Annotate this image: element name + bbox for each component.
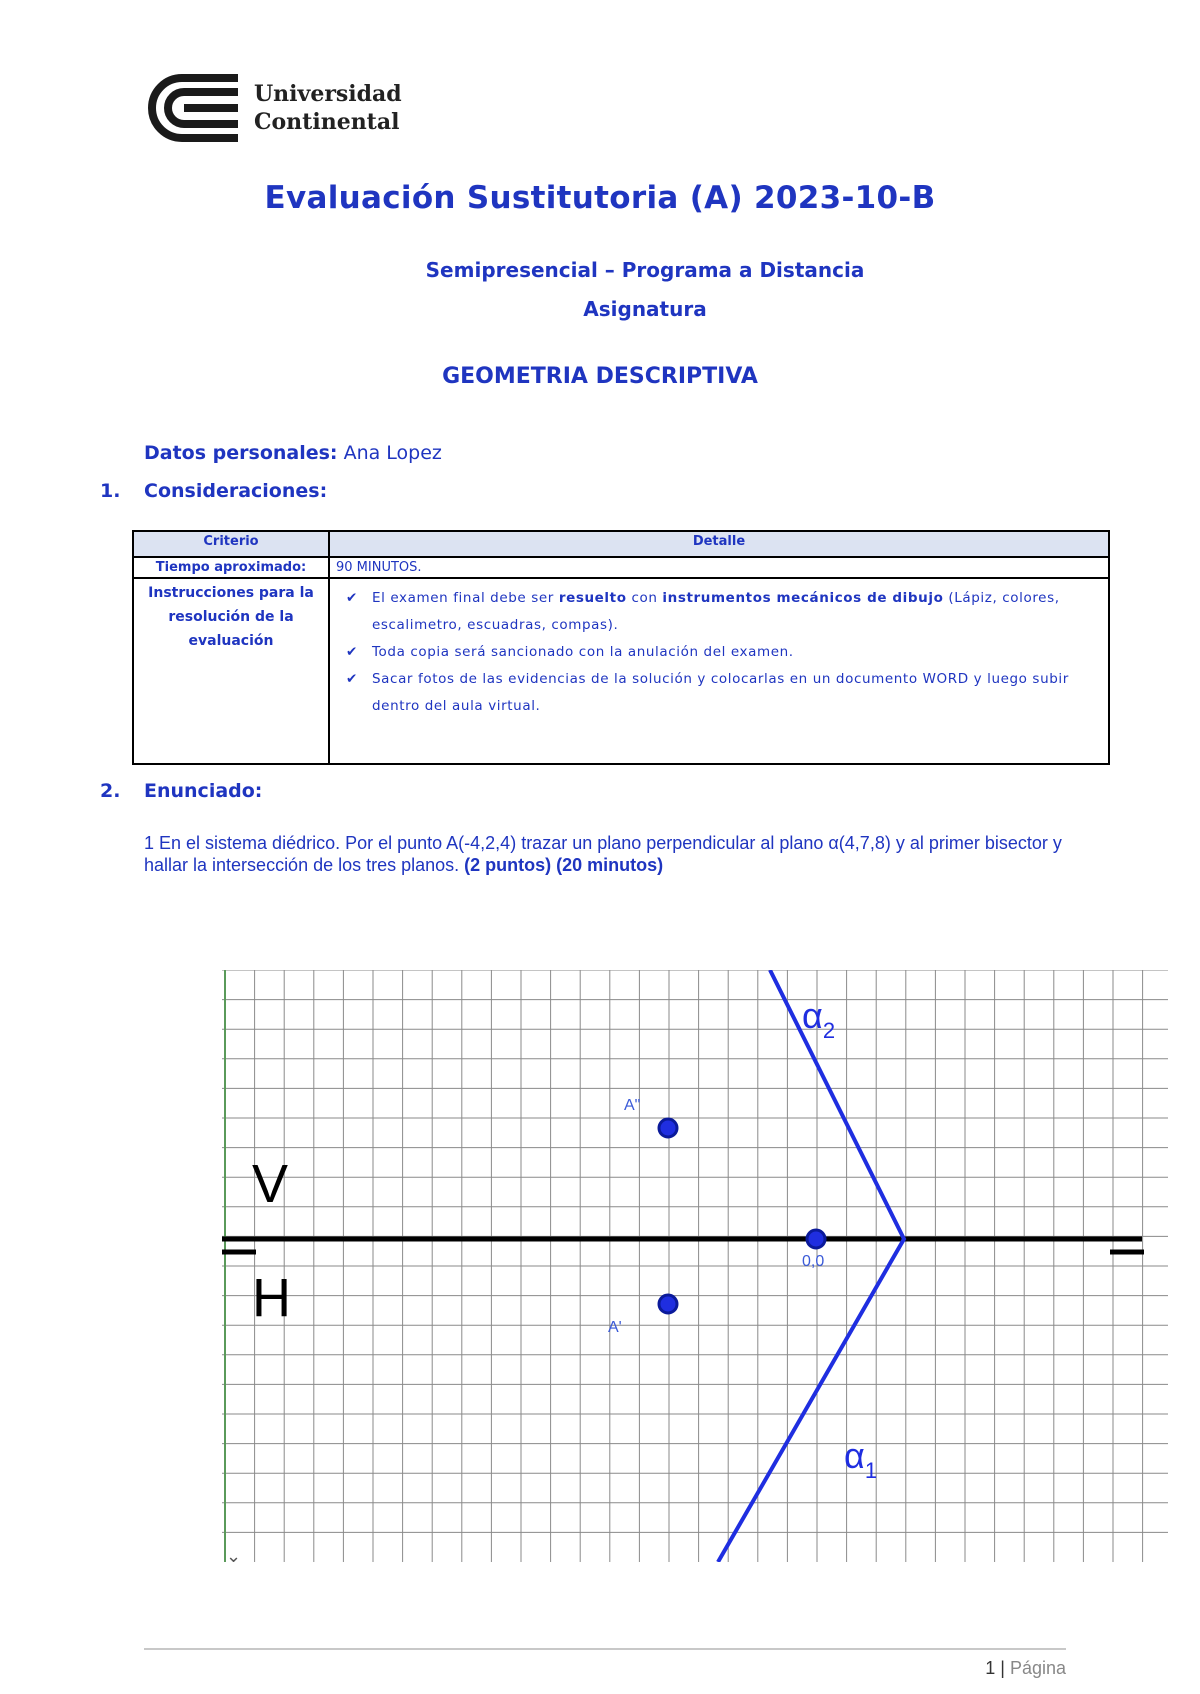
instruction-text: Sacar fotos de las evidencias de la solución y colocarlas en un documento WORD y luego subir dentro del aula virtual.: [372, 671, 1069, 714]
corner-mark: ⌄: [226, 1546, 242, 1562]
university-name-line1: Universidad: [254, 81, 402, 107]
instruction-text: Toda copia será sancionado con la anulación del examen.: [372, 644, 794, 660]
university-name: [254, 80, 402, 136]
instruction-text: (Lápiz, colores, escalimetro, escuadras, compas).: [372, 590, 1060, 633]
alpha-subscript: 2: [822, 1018, 836, 1043]
exam-modality: Semipresencial – Programa a Distancia: [425, 258, 865, 282]
instruction-emphasis: instrumentos mecánicos de dibujo: [662, 590, 944, 606]
dihedral-svg: [222, 970, 1168, 1562]
problem-score: (2 puntos) (20 minutos): [464, 855, 664, 875]
page-label: Página: [1009, 1658, 1066, 1678]
section-number: 2.: [100, 780, 121, 802]
label-a-prime: A': [608, 1319, 622, 1336]
subject-label: Asignatura: [583, 297, 707, 321]
footer-divider: [144, 1648, 1066, 1650]
alpha-subscript: 1: [864, 1458, 878, 1483]
checkmark-icon: ✔: [346, 644, 358, 660]
page-number: 1: [985, 1658, 996, 1678]
alpha-symbol: α: [802, 995, 823, 1036]
section-title: Enunciado:: [144, 780, 263, 802]
table-header-criterion: Criterio: [133, 531, 329, 557]
instruction-list: [336, 585, 1102, 720]
page-footer: [985, 1658, 1066, 1679]
criterion-time: Tiempo aproximado:: [133, 557, 329, 578]
checkmark-icon: ✔: [346, 671, 358, 687]
footer-separator: |: [1000, 1658, 1005, 1678]
label-alpha1: [844, 1435, 877, 1483]
detail-instructions: [329, 578, 1109, 764]
course-name: GEOMETRIA DESCRIPTIVA: [442, 364, 758, 389]
personal-data-label: Datos personales:: [144, 442, 338, 464]
instruction-text: con: [626, 590, 663, 606]
student-name: Ana Lopez: [343, 442, 442, 464]
label-alpha2: [802, 995, 835, 1043]
detail-time: 90 MINUTOS.: [329, 557, 1109, 578]
exam-title: Evaluación Sustitutoria (A) 2023-10-B: [264, 180, 936, 216]
table-row: [133, 578, 1109, 764]
list-item: [346, 639, 1102, 666]
alpha-symbol: α: [844, 1435, 865, 1476]
problem-statement: [144, 832, 1084, 876]
problem-text: 1 En el sistema diédrico. Por el punto A(-4,2,4) trazar un plano perpendicular al plano α(4,7,8) y al primer bisector y hallar la intersección de los tres planos.: [144, 833, 1062, 875]
university-name-line2: Continental: [254, 109, 400, 135]
instruction-text: El examen final debe ser: [372, 590, 559, 606]
label-origin: 0,0: [802, 1253, 825, 1270]
point-a-horizontal-projection: [659, 1295, 677, 1313]
point-a-vertical-projection: [659, 1119, 677, 1137]
label-h: H: [252, 1268, 291, 1328]
list-item: [346, 585, 1102, 639]
considerations-table: [132, 530, 1110, 765]
table-header-detail: Detalle: [329, 531, 1109, 557]
list-item: [346, 666, 1102, 720]
criterion-instructions: Instrucciones para la resolución de la evaluación: [133, 578, 329, 764]
dihedral-drawing: [222, 970, 1168, 1562]
origin-point: [807, 1230, 825, 1248]
university-logo-icon: [146, 72, 242, 144]
personal-data: [144, 442, 442, 464]
table-header-row: [133, 531, 1109, 557]
checkmark-icon: ✔: [346, 590, 358, 606]
table-row: [133, 557, 1109, 578]
instruction-emphasis: resuelto: [558, 590, 627, 606]
label-v: V: [252, 1154, 289, 1214]
label-a-double-prime: A": [624, 1097, 641, 1114]
section-number: 1.: [100, 480, 121, 502]
section-title: Consideraciones:: [144, 480, 328, 502]
grid-lines: [222, 970, 1168, 1562]
